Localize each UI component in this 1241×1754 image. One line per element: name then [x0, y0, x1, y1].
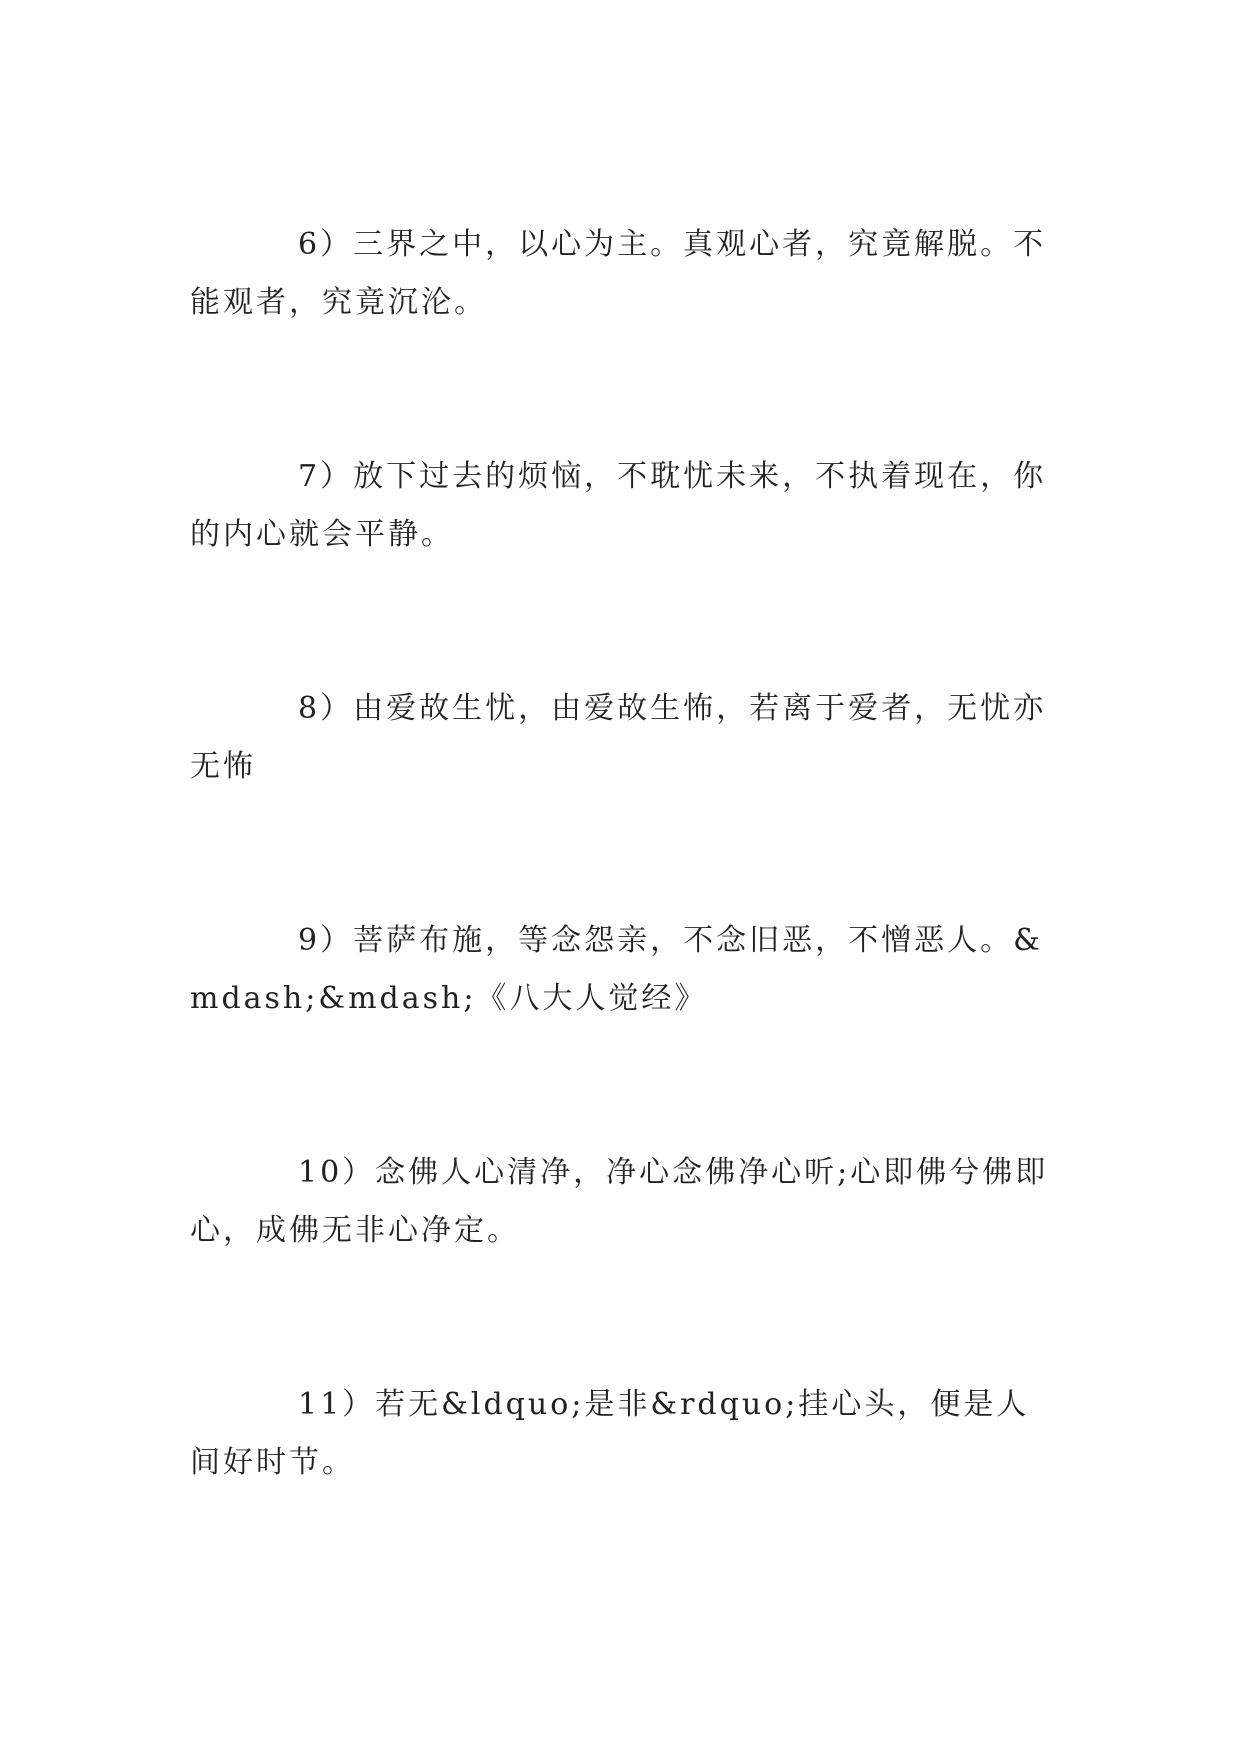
paragraph-9: 9）菩萨布施，等念怨亲，不念旧恶，不憎恶人。&mdash;&mdash;《八大人觉经》 — [190, 923, 1043, 1016]
paragraph-8: 8）由爱故生忧，由爱故生怖，若离于爱者，无忧亦无怖 — [190, 691, 1047, 784]
paragraph-10: 10）念佛人心清净，净心念佛净心听;心即佛兮佛即心，成佛无非心净定。 — [190, 1155, 1049, 1248]
paragraph-7: 7）放下过去的烦恼，不耽忧未来，不执着现在，你的内心就会平静。 — [190, 459, 1047, 552]
paragraph-11: 11）若无&ldquo;是非&rdquo;挂心头，便是人间好时节。 — [190, 1387, 1030, 1480]
paragraph-6: 6）三界之中，以心为主。真观心者，究竟解脱。不能观者，究竟沉沦。 — [190, 227, 1047, 320]
